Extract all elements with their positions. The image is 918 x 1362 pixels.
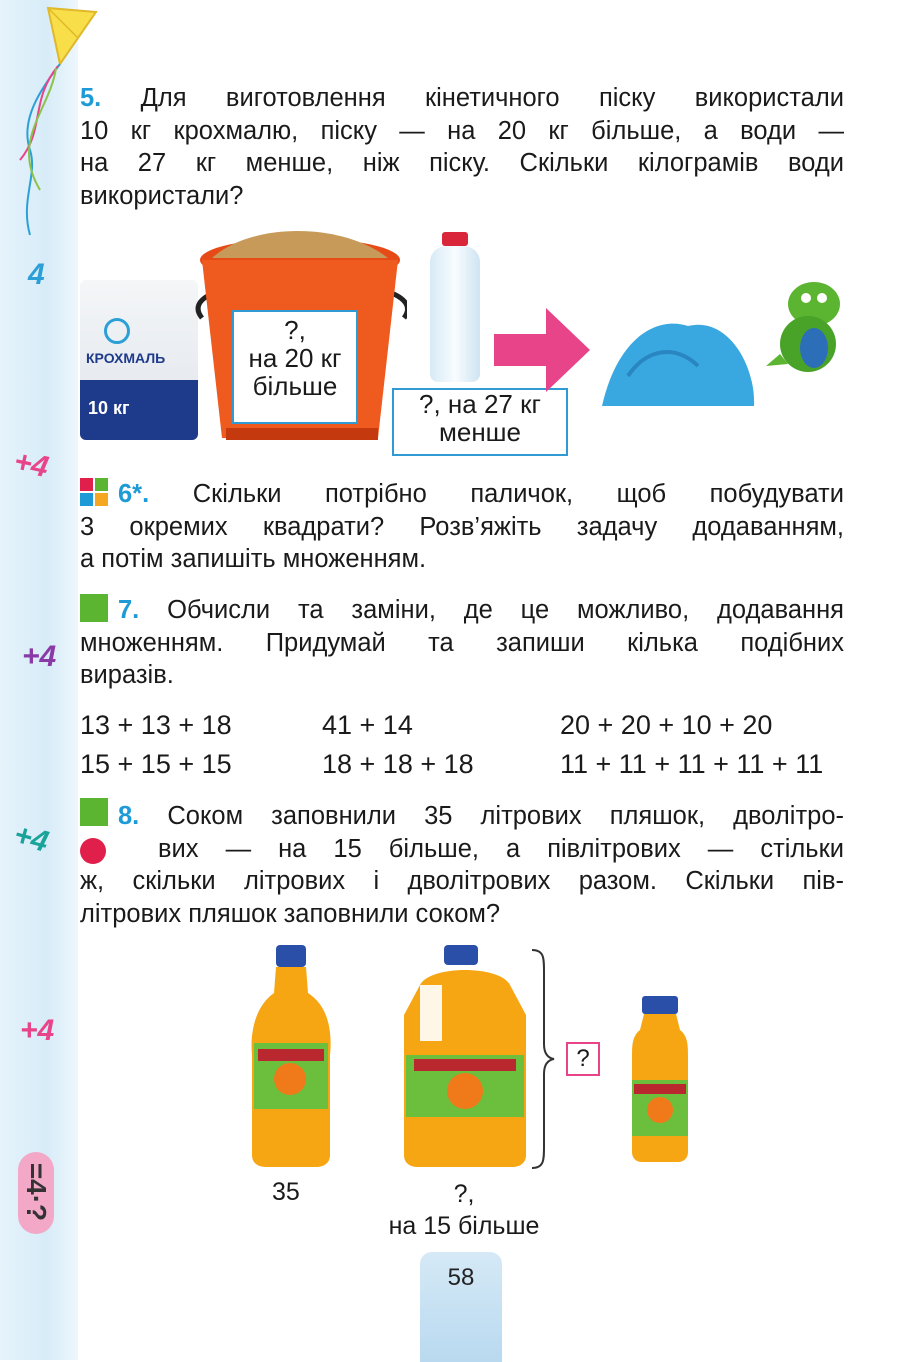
bag-label: КРОХМАЛЬ [86, 350, 166, 366]
bag-weight: 10 кг [88, 398, 130, 418]
page-number: 58 [447, 1264, 475, 1291]
expression: 20 + 20 + 10 + 20 [560, 710, 773, 740]
curly-brace-icon [528, 948, 556, 1170]
sidebar-mark: +4 [22, 640, 57, 673]
sidebar-mark: +4 [10, 818, 53, 859]
juice-bottle-1l-image [250, 945, 332, 1167]
expression: 11 + 11 + 11 + 11 + 11 [560, 749, 824, 779]
water-bottle-image [424, 232, 486, 382]
task-number: 7. [118, 596, 140, 624]
question-box: ? [566, 1042, 600, 1076]
bottle-1-label: 35 [272, 1178, 300, 1206]
arrow-right-icon [494, 308, 592, 392]
bucket-label-box: ?, на 20 кг більше [232, 310, 358, 424]
kinetic-sand-image [598, 306, 758, 416]
sidebar-mark: +4 [20, 1014, 55, 1047]
task-7-text: 7. Обчисли та заміни, де це можливо, додавання множенням. Придумай та запиши кілька подібних виразів. [80, 596, 844, 689]
dinosaur-toy-image [766, 274, 848, 374]
bottle-2-label: ?, на 15 більше [388, 1180, 540, 1240]
expression: 18 + 18 + 18 [322, 749, 474, 779]
juice-bottle-half-liter-image [630, 996, 690, 1162]
task-8-text: 8. Соком заповнили 35 літрових пляшок, дволітро- вих — на 15 більше, а півлітрових — стільки ж, скільки літрових і дволітрових разом. Скільки пів- літрових пляшок заповнили соком? [80, 802, 845, 928]
starch-bag-image [80, 280, 198, 440]
task-6-text: 6*. Скільки потрібно паличок, щоб побудувати 3 окремих квадрати? Розв’яжіть задачу додаванням, а потім запишіть множенням. [80, 480, 844, 573]
difficulty-icon [80, 478, 108, 506]
expression: 15 + 15 + 15 [80, 749, 232, 779]
sidebar-decoration [0, 0, 78, 1360]
sidebar-mark: 4 [28, 258, 45, 291]
task-5-illustration [80, 228, 850, 458]
task-number: 6*. [118, 480, 150, 508]
sidebar-badge: =4·? [18, 1152, 54, 1234]
bottle-label-box: ?, на 27 кг менше [392, 388, 568, 456]
juice-bottle-2l-image [400, 945, 530, 1167]
task-5-text: 5. Для виготовлення кінетичного піску використали 10 кг крохмалю, піску — на 20 кг більше, а води — на 27 кг менше, ніж піску. Скільки кілограмів води використали? [80, 84, 844, 210]
expression: 13 + 13 + 18 [80, 710, 232, 740]
task-number: 5. [80, 84, 102, 112]
task-number: 8. [118, 802, 140, 830]
page-number-tab [420, 1252, 502, 1362]
brand-logo-icon [104, 318, 130, 344]
expression: 41 + 14 [322, 710, 413, 740]
sidebar-mark: +4 [11, 444, 52, 485]
